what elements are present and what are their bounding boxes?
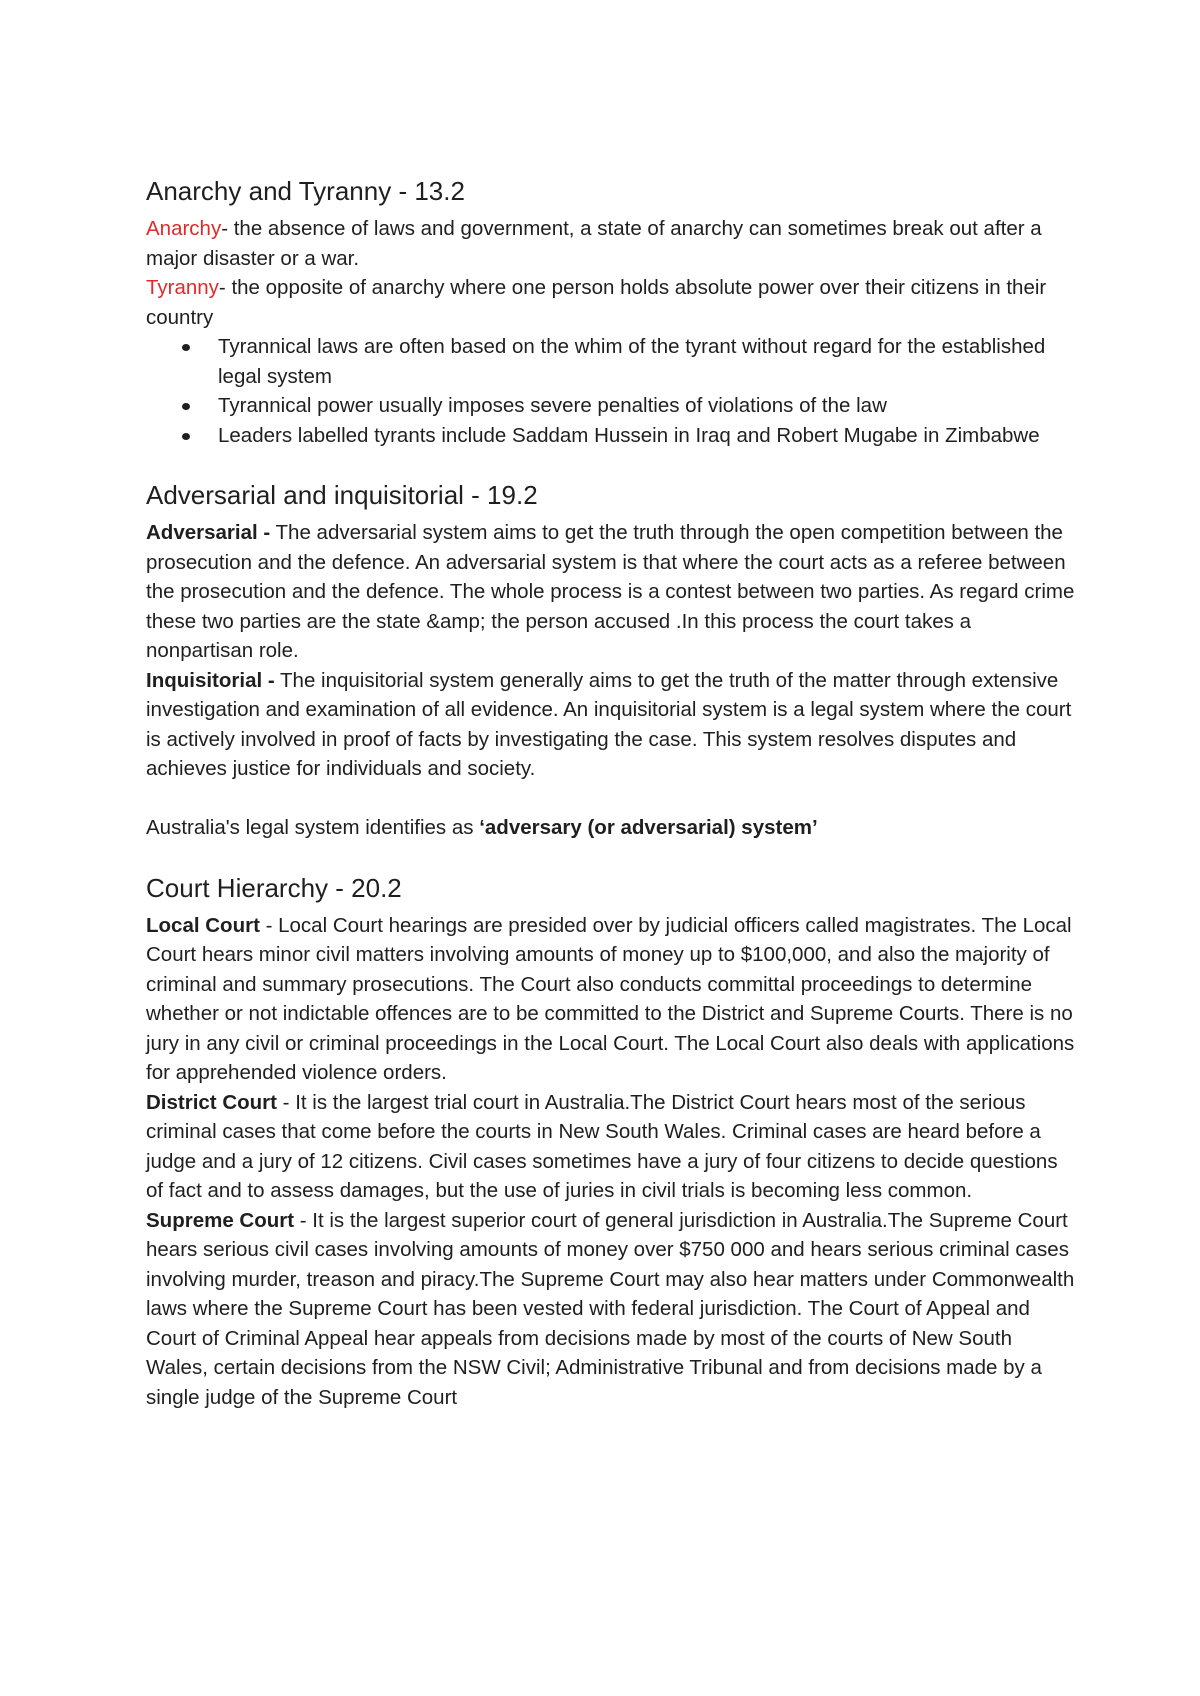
anarchy-term: Anarchy bbox=[146, 217, 222, 240]
bullet-text: Tyrannical power usually imposes severe penalties of violations of the law bbox=[218, 394, 887, 417]
summary-text: Australia's legal system identifies as bbox=[146, 816, 480, 839]
australia-system-statement bbox=[146, 813, 1076, 843]
tyranny-bullet-list bbox=[146, 332, 1076, 450]
inquisitorial-definition bbox=[146, 666, 1076, 784]
bullet-icon bbox=[182, 403, 190, 410]
bullet-icon bbox=[182, 344, 190, 351]
supreme-court-text: - It is the largest superior court of general jurisdiction in Australia.The Supreme Court hears serious civil cases involving amounts of money over $750 000 and hears serious criminal cases involving murder, treason and piracy.The Supreme Court may also hear matters under Commonwealth laws where the Supreme Court has been vested with federal jurisdiction. The Court of Appeal and Court of Criminal Appeal hear appeals from decisions made by most of the courts of New South Wales, certain decisions from the NSW Civil; Administrative Tribunal and from decisions made by a single judge of the Supreme Court bbox=[146, 1208, 1075, 1409]
adversarial-term: Adversarial - bbox=[146, 521, 271, 544]
heading-court-hierarchy: Court Hierarchy - 20.2 bbox=[146, 872, 402, 903]
section-anarchy-tyranny bbox=[146, 176, 1076, 450]
section-adversarial-inquisitorial bbox=[146, 480, 1076, 843]
tyranny-text: - the opposite of anarchy where one person holds absolute power over their citizens in their country bbox=[146, 276, 1047, 329]
adversarial-definition bbox=[146, 518, 1076, 666]
section-court-hierarchy bbox=[146, 873, 1076, 1413]
bullet-text: Tyrannical laws are often based on the whim of the tyrant without regard for the established legal system bbox=[218, 335, 1046, 388]
heading-anarchy-tyranny: Anarchy and Tyranny - 13.2 bbox=[146, 176, 465, 206]
anarchy-definition bbox=[146, 214, 1076, 273]
summary-bold: ‘adversary (or adversarial) system’ bbox=[479, 816, 818, 839]
blank-line bbox=[146, 784, 1076, 814]
heading-adversarial-inquisitorial: Adversarial and inquisitorial - 19.2 bbox=[146, 480, 538, 510]
district-court-text: - It is the largest trial court in Australia.The District Court hears most of the serious criminal cases that come before the courts in New South Wales. Criminal cases are heard before a judge and a jury of 12 citizens. Civil cases sometimes have a jury of four citizens to decide questions of fact and to assess damages, but the use of juries in civil trials is becoming less common. bbox=[146, 1090, 1058, 1202]
adversarial-text: The adversarial system aims to get the truth through the open competition between the prosecution and the defence. An adversarial system is that where the court acts as a referee between the prosecution and the defence. The whole process is a contest between two parties. As regard crime these two parties are the state &amp; the person accused .In this process the court takes a nonpartisan role. bbox=[146, 521, 1075, 662]
district-court-term: District Court bbox=[146, 1090, 277, 1114]
list-item bbox=[218, 391, 1076, 421]
list-item bbox=[218, 421, 1076, 451]
district-court-definition bbox=[146, 1088, 1076, 1206]
list-item bbox=[218, 332, 1076, 391]
inquisitorial-text: The inquisitorial system generally aims to get the truth of the matter through extensive investigation and examination of all evidence. An inquisitorial system is a legal system where the court is actively involved in proof of facts by investigating the case. This system resolves disputes and achieves justice for individuals and society. bbox=[146, 668, 1072, 780]
tyranny-definition bbox=[146, 273, 1076, 332]
supreme-court-term: Supreme Court bbox=[146, 1208, 295, 1232]
inquisitorial-term: Inquisitorial - bbox=[146, 668, 275, 692]
local-court-term: Local Court bbox=[146, 913, 260, 937]
local-court-text: - Local Court hearings are presided over by judicial officers called magistrates. The Local Court hears minor civil matters involving amounts of money up to $100,000, and also the majority of criminal and summary prosecutions. The Court also conducts committal proceedings to determine whether or not indictable offences are to be committed to the District and Supreme Courts. There is no jury in any civil or criminal proceedings in the Local Court. The Local Court also deals with applications for apprehended violence orders. bbox=[146, 913, 1075, 1084]
bullet-icon bbox=[182, 433, 190, 440]
local-court-definition bbox=[146, 911, 1076, 1088]
document-page bbox=[146, 176, 1076, 1412]
anarchy-text: - the absence of laws and government, a state of anarchy can sometimes break out after a major disaster or a war. bbox=[146, 217, 1042, 270]
bullet-text: Leaders labelled tyrants include Saddam Hussein in Iraq and Robert Mugabe in Zimbabwe bbox=[218, 423, 1040, 447]
supreme-court-definition bbox=[146, 1206, 1076, 1413]
tyranny-term: Tyranny bbox=[146, 276, 219, 299]
